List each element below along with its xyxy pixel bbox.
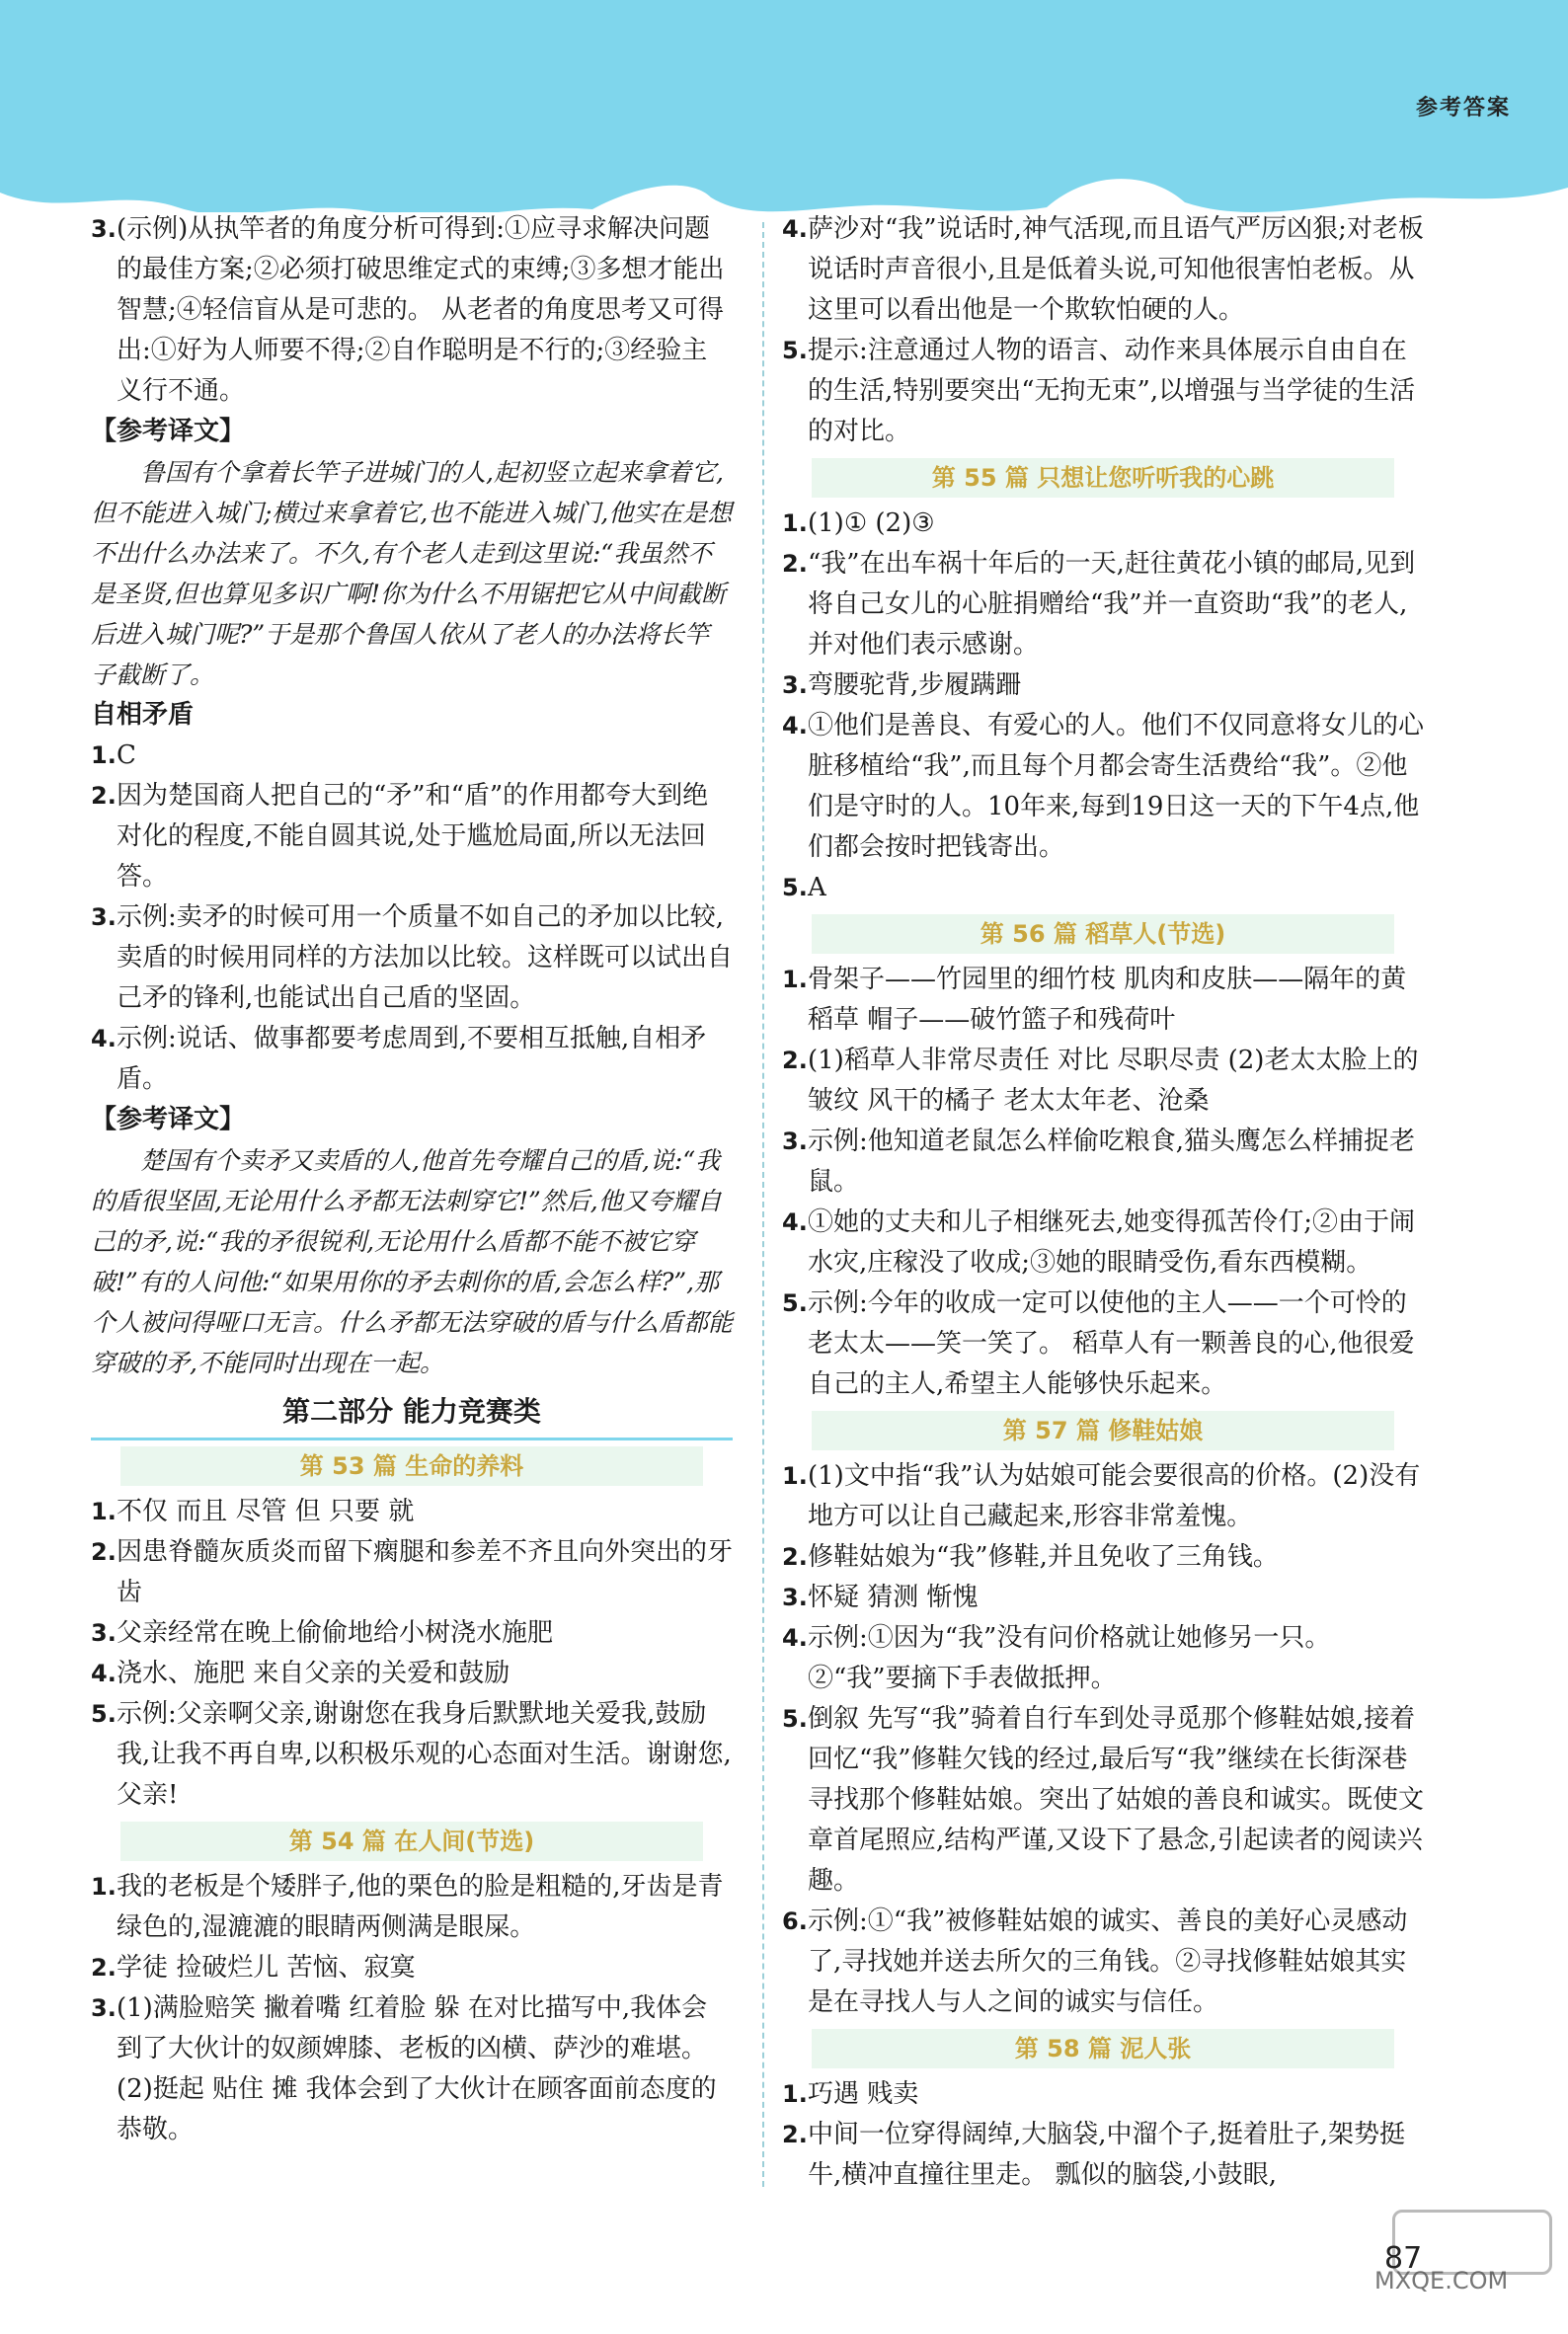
item-text: 中间一位穿得阔绰,大脑袋,中溜个子,挺着肚子,架势挺牛,横冲直撞往里走。 瓢似的脑袋,小鼓眼,	[808, 2120, 1406, 2190]
item-text: ①他们是善良、有爱心的人。他们不仅同意将女儿的心脏移植给“我”,而且每个月都会寄生活费给“我”。②他们是守时的人。10年来,每到19日这一天的下午4点,他们都会按时把钱寄出。	[808, 711, 1425, 862]
answer-item	[91, 736, 733, 776]
item-text: (1)文中指“我”认为姑娘可能会要很高的价格。(2)没有地方可以让自己藏起来,形容非常羞愧。	[808, 1461, 1421, 1531]
answer-item	[782, 2115, 1424, 2196]
item-text: (1)满脸赔笑 撇着嘴 红着脸 躲 在对比描写中,我体会到了大伙计的奴颜婢膝、老板的凶横、萨沙的难堪。 (2)挺起 贴住 摊 我体会到了大伙计在顾客面前态度的恭敬。	[117, 1993, 717, 2144]
item-number: 5.	[782, 874, 808, 901]
item-number: 1.	[782, 509, 808, 537]
item-number: 4.	[91, 1025, 117, 1052]
item-number: 4.	[782, 215, 808, 243]
answer-item	[91, 776, 733, 897]
item-number: 3.	[782, 1584, 808, 1611]
watermark-text: MXQE.COM	[1374, 2267, 1509, 2295]
header-label: 参考答案	[1415, 96, 1511, 120]
item-text: 弯腰驼背,步履蹒跚	[808, 670, 1022, 700]
answer-item	[782, 1203, 1424, 1284]
item-number: 1.	[782, 966, 808, 993]
item-number: 2.	[782, 2121, 808, 2148]
item-number: 3.	[91, 903, 117, 931]
item-number: 3.	[91, 1619, 117, 1647]
answer-item	[782, 868, 1424, 908]
answer-item	[782, 1456, 1424, 1537]
item-text: A	[808, 873, 826, 902]
item-number: 2.	[91, 1954, 117, 1982]
item-text: 骨架子——竹园里的细竹枝 肌肉和皮肤——隔年的黄稻草 帽子——破竹篮子和残荷叶	[808, 965, 1407, 1035]
item-number: 3.	[782, 671, 808, 699]
answer-item	[91, 1988, 733, 2150]
item-text: (1)稻草人非常尽责任 对比 尽职尽责 (2)老太太脸上的皱纹 风干的橘子 老太太年老、沧桑	[808, 1046, 1419, 1116]
answer-item	[782, 1122, 1424, 1203]
right-column	[782, 209, 1424, 2196]
page-number: 87	[1384, 2241, 1423, 2276]
item-text: 示例:今年的收成一定可以使他的主人——一个可怜的老太太——笑一笑了。 稻草人有一颗善良的心,他很爱自己的主人,希望主人能够快乐起来。	[808, 1288, 1415, 1399]
answer-item	[782, 1284, 1424, 1405]
item-text: 示例:卖矛的时候可用一个质量不如自己的矛加以比较,卖盾的时候用同样的方法加以比较。这样既可以试出自己矛的锋利,也能试出自己盾的坚固。	[117, 902, 734, 1013]
answer-item	[782, 1618, 1424, 1699]
answer-item	[91, 1532, 733, 1613]
answer-item	[782, 1699, 1424, 1902]
item-text: 提示:注意通过人物的语言、动作来具体展示自由自在的生活,特别要突出“无拘无束”,以增强与当学徒的生活的对比。	[808, 336, 1416, 446]
answer-item	[782, 1902, 1424, 2023]
article-title: 第 53 篇 生命的养料	[120, 1446, 703, 1486]
item-number: 5.	[782, 1705, 808, 1733]
item-text: 因患脊髓灰质炎而留下瘸腿和参差不齐且向外突出的牙齿	[117, 1537, 734, 1607]
item-text: “我”在出车祸十年后的一天,赶往黄花小镇的邮局,见到将自己女儿的心脏捐赠给“我”并一直资助“我”的老人,并对他们表示感谢。	[808, 549, 1416, 660]
answer-item	[91, 209, 733, 412]
article-title: 第 57 篇 修鞋姑娘	[812, 1411, 1394, 1450]
item-text: (示例)从执竿者的角度分析可得到:①应寻求解决问题的最佳方案;②必须打破思维定式的束缚;③多想才能出智慧;④轻信盲从是可悲的。 从老者的角度思考又可得出:①好为人师要不得;②自作聪明是不行的;③经验主义行不通。	[117, 214, 725, 406]
answer-item	[91, 1613, 733, 1654]
answer-item	[782, 1537, 1424, 1578]
item-text: 修鞋姑娘为“我”修鞋,并且免收了三角钱。	[808, 1542, 1279, 1572]
left-column	[91, 209, 733, 2150]
item-number: 3.	[782, 1128, 808, 1155]
answer-item	[782, 209, 1424, 331]
column-divider	[762, 222, 764, 2187]
answer-item	[91, 1492, 733, 1532]
article-title: 第 55 篇 只想让您听听我的心跳	[812, 458, 1394, 498]
answer-item	[91, 1019, 733, 1100]
article-title: 第 58 篇 泥人张	[812, 2029, 1394, 2068]
item-number: 1.	[782, 1462, 808, 1490]
item-text: 示例:他知道老鼠怎么样偷吃粮食,猫头鹰怎么样捕捉老鼠。	[808, 1127, 1416, 1197]
item-text: 怀疑 猜测 惭愧	[808, 1583, 979, 1612]
item-text: C	[117, 740, 136, 770]
answer-item	[91, 1654, 733, 1694]
item-number: 1.	[91, 1498, 117, 1525]
item-text: 因为楚国商人把自己的“矛”和“盾”的作用都夸大到绝对化的程度,不能自圆其说,处于尴尬局面,所以无法回答。	[117, 781, 709, 892]
item-number: 4.	[782, 1208, 808, 1236]
answer-item	[782, 1578, 1424, 1618]
item-number: 4.	[782, 1624, 808, 1652]
item-text: 倒叙 先写“我”骑着自行车到处寻觅那个修鞋姑娘,接着回忆“我”修鞋欠钱的经过,最后写“我”继续在长街深巷寻找那个修鞋姑娘。突出了姑娘的善良和诚实。既使文章首尾照应,结构严谨,又设下了悬念,引起读者的阅读兴趣。	[808, 1704, 1425, 1896]
answer-item	[782, 504, 1424, 544]
answer-item	[91, 1948, 733, 1988]
part-title: 第二部分 能力竞赛类	[91, 1391, 733, 1440]
item-number: 1.	[91, 741, 117, 769]
item-text: 示例:父亲啊父亲,谢谢您在我身后默默地关爱我,鼓励我,让我不再自卑,以积极乐观的心态面对生活。谢谢您,父亲!	[117, 1699, 732, 1810]
item-text: 父亲经常在晚上偷偷地给小树浇水施肥	[117, 1618, 554, 1648]
item-text: 我的老板是个矮胖子,他的栗色的脸是粗糙的,牙齿是青绿色的,湿漉漉的眼睛两侧满是眼屎。	[117, 1872, 724, 1942]
item-number: 5.	[782, 1289, 808, 1317]
item-text: 示例:①“我”被修鞋姑娘的诚实、善良的美好心灵感动了,寻找她并送去所欠的三角钱。②寻找修鞋姑娘其实是在寻找人与人之间的诚实与信任。	[808, 1906, 1408, 2017]
article-title: 第 56 篇 稻草人(节选)	[812, 914, 1394, 954]
item-number: 3.	[91, 215, 117, 243]
item-text: 萨沙对“我”说话时,神气活现,而且语气严厉凶狠;对老板说话时声音很小,且是低着头说,可知他很害怕老板。从这里可以看出他是一个欺软怕硬的人。	[808, 214, 1424, 325]
answer-item	[782, 1041, 1424, 1122]
item-number: 6.	[782, 1907, 808, 1935]
item-number: 2.	[91, 1538, 117, 1566]
translation-text: 鲁国有个拿着长竿子进城门的人,起初竖立起来拿着它,但不能进入城门;横过来拿着它,也不能进入城门,他实在是想不出什么办法来了。不久,有个老人走到这里说:“我虽然不是圣贤,但也算见多识广啊!你为什么不用锯把它从中间截断后进入城门呢?”于是那个鲁国人依从了老人的办法将长竿子截断了。	[91, 458, 733, 689]
section-heading: 自相矛盾	[91, 700, 195, 730]
section-heading: 【参考译文】	[91, 417, 246, 446]
item-number: 1.	[782, 2080, 808, 2108]
item-number: 2.	[782, 1047, 808, 1074]
item-number: 4.	[91, 1660, 117, 1687]
article-title: 第 54 篇 在人间(节选)	[120, 1822, 703, 1861]
answer-item	[782, 544, 1424, 665]
item-number: 2.	[782, 550, 808, 578]
answer-item	[91, 897, 733, 1019]
answer-item	[782, 331, 1424, 452]
answer-item	[782, 960, 1424, 1041]
item-text: 学徒 捡破烂儿 苦恼、寂寞	[117, 1953, 416, 1983]
translation-text: 楚国有个卖矛又卖盾的人,他首先夸耀自己的盾,说:“我的盾很坚固,无论用什么矛都无法刺穿它!”然后,他又夸耀自己的矛,说:“我的矛很锐利,无论用什么盾都不能不被它穿破!”有的人问他:“如果用你的矛去刺你的盾,会怎么样?”,那个人被问得哑口无言。什么矛都无法穿破的盾与什么盾都能穿破的矛,不能同时出现在一起。	[91, 1146, 734, 1377]
item-text: 浇水、施肥 来自父亲的关爱和鼓励	[117, 1659, 510, 1688]
item-number: 2.	[782, 1543, 808, 1571]
item-number: 1.	[91, 1873, 117, 1901]
item-text: (1)① (2)③	[808, 508, 935, 538]
answer-item	[91, 1867, 733, 1948]
item-text: 示例:说话、做事都要考虑周到,不要相互抵触,自相矛盾。	[117, 1024, 707, 1094]
item-number: 4.	[782, 712, 808, 739]
item-text: 巧遇 贱卖	[808, 2079, 919, 2109]
item-number: 2.	[91, 782, 117, 810]
item-text: ①她的丈夫和儿子相继死去,她变得孤苦伶仃;②由于闹水灾,庄稼没了收成;③她的眼睛受伤,看东西模糊。	[808, 1207, 1416, 1278]
item-text: 不仅 而且 尽管 但 只要 就	[117, 1497, 415, 1526]
item-number: 5.	[91, 1700, 117, 1728]
item-number: 5.	[782, 337, 808, 364]
answer-item	[91, 1694, 733, 1816]
item-text: 示例:①因为“我”没有问价格就让她修另一只。②“我”要摘下手表做抵押。	[808, 1623, 1331, 1693]
answer-item	[782, 665, 1424, 706]
section-heading: 【参考译文】	[91, 1105, 246, 1134]
answer-item	[782, 2074, 1424, 2115]
item-number: 3.	[91, 1994, 117, 2022]
answer-item	[782, 706, 1424, 868]
